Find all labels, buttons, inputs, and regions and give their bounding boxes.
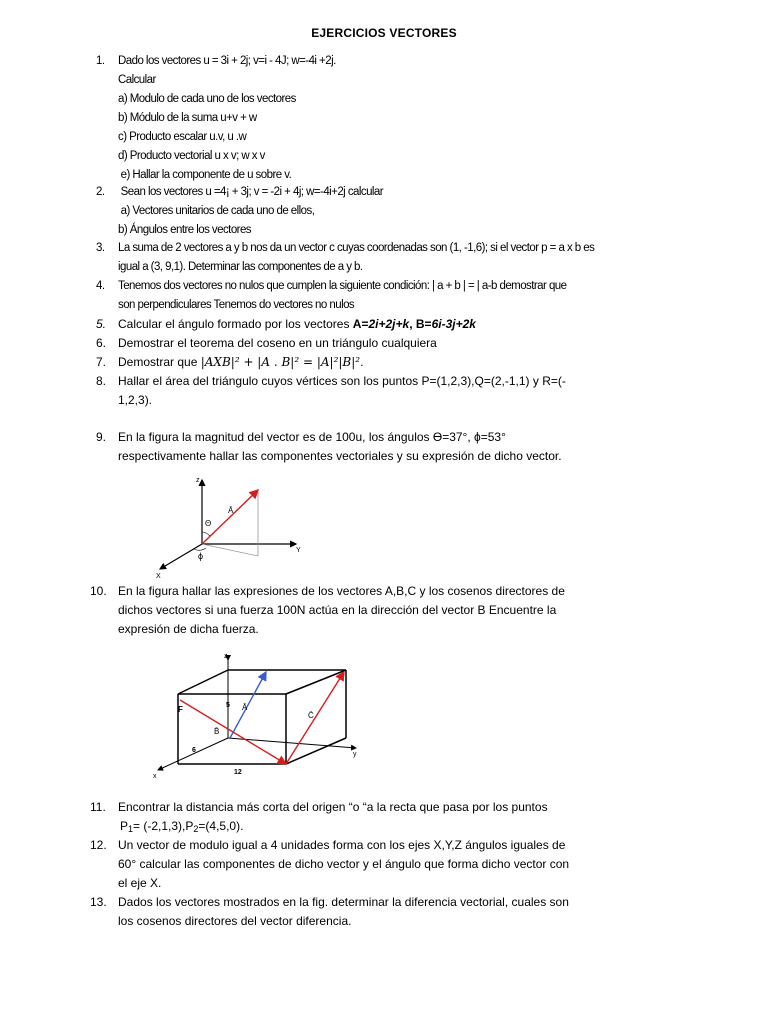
- exercise-line: 60° calcular las componentes de dicho vector y el ángulo que forma dicho vector con: [118, 857, 570, 871]
- exercise-line: Sean los vectores u =4¡ + 3j; v = -2i + 4j; w=-4i+2j calcular: [118, 186, 384, 198]
- exercise-11: [90, 798, 638, 839]
- exercise-5: [96, 315, 658, 334]
- exercise-10: [90, 582, 638, 639]
- vector-f-label: F: [178, 705, 183, 714]
- exercise-line: dichos vectores si una fuerza 100N actúa en la dirección del vector B Encuentre la: [118, 603, 557, 617]
- point-1-subscript: 1: [128, 824, 134, 834]
- x-axis: [158, 738, 228, 770]
- formula: |AXB|² + |A . B|² = |A|²|B|²: [200, 355, 361, 369]
- exercise-line: Tenemos dos vectores no nulos que cumplen la siguiente condición: | a + b | = | a-b demostrar que: [118, 280, 567, 292]
- exercise-text: Calcular el ángulo formado por los vectores: [118, 317, 353, 331]
- exercise-line: Dado los vectores u = 3i + 2j; v=i - 4J; w=-4i +2j.: [118, 55, 336, 67]
- exercise-number: 4.: [96, 280, 105, 292]
- vector-a-label: Ā: [242, 703, 248, 712]
- separator: ,: [409, 317, 416, 331]
- exercise-number: 13.: [90, 895, 107, 909]
- exercise-line: respectivamente hallar las componentes vectoriales y su expresión de dicho vector.: [118, 449, 562, 463]
- vector-b-label: B̄: [214, 727, 220, 736]
- exercise-line: La suma de 2 vectores a y b nos da un vector c cuyas coordenadas son (1, -1,6); si el vector p = a x b es: [118, 242, 595, 254]
- y-label: y: [353, 751, 357, 758]
- x-label: x: [153, 773, 157, 780]
- exercise-13: [90, 893, 638, 931]
- exercise-text: Demostrar que: [118, 355, 201, 369]
- exercise-1: [96, 52, 658, 185]
- figure-vector-angles: [150, 472, 320, 582]
- exercise-line: b) Ángulos entre los vectores: [118, 224, 251, 236]
- exercise-line: el eje X.: [118, 876, 162, 890]
- exercise-line: En la figura hallar las expresiones de los vectores A,B,C y los cosenos directores de: [118, 584, 565, 598]
- z-label: z: [196, 477, 200, 484]
- vector-a-label: A=: [352, 317, 369, 331]
- z-label: z: [224, 653, 228, 660]
- exercise-9: [96, 428, 638, 466]
- exercise-7: [96, 353, 658, 372]
- vector-a-label: Ā: [228, 506, 234, 515]
- exercise-line: Calcular: [118, 74, 156, 86]
- exercise-line: a) Vectores unitarios de cada uno de ellos,: [118, 205, 315, 217]
- vector-b-value: 6i-3j+2k: [431, 317, 476, 331]
- exercise-text: Demostrar el teorema del coseno en un triángulo cualquiera: [118, 336, 437, 350]
- exercise-line: los cosenos directores del vector diferencia.: [118, 914, 352, 928]
- exercise-line: Encontrar la distancia más corta del origen “o “a la recta que pasa por los puntos: [118, 800, 548, 814]
- point-2-value: =(4,5,0).: [198, 819, 244, 833]
- exercise-8: [96, 372, 628, 410]
- depth-label: 6: [192, 747, 196, 754]
- x-axis: [160, 544, 202, 569]
- exercise-number: 1.: [96, 55, 105, 67]
- y-axis: [228, 738, 356, 748]
- phi-label: ϕ: [198, 551, 204, 561]
- y-label: Y: [296, 547, 301, 554]
- exercise-line: expresión de dicha fuerza.: [118, 622, 259, 636]
- exercise-number: 5.: [96, 317, 107, 331]
- theta-arc: [202, 532, 210, 536]
- point-2-subscript: 2: [193, 824, 199, 834]
- vector-c-label: C̄: [308, 711, 314, 720]
- vector-a-value: 2i+2j+k: [368, 317, 410, 331]
- exercise-line: e) Hallar la componente de u sobre v.: [118, 169, 292, 181]
- exercise-3: [96, 239, 678, 277]
- exercise-line: son perpendiculares Tenemos do vectores no nulos: [118, 299, 355, 311]
- document-title: EJERCICIOS VECTORES: [311, 26, 457, 40]
- exercise-line: Hallar el área del triángulo cuyos vértices son los puntos P=(1,2,3),Q=(2,-1,1) y R=(-: [118, 374, 566, 388]
- exercise-4: [96, 277, 678, 315]
- exercise-line: b) Módulo de la suma u+v + w: [118, 112, 257, 124]
- exercise-line: Dados los vectores mostrados en la fig. determinar la diferencia vectorial, cuales son: [118, 895, 569, 909]
- exercise-line: c) Producto escalar u.v, u .w: [118, 131, 247, 143]
- exercise-line: igual a (3, 9,1). Determinar las componentes de a y b.: [118, 261, 363, 273]
- point-1-value: = (-2,1,3),P: [133, 819, 194, 833]
- exercise-line: a) Modulo de cada uno de los vectores: [118, 93, 296, 105]
- projection-line: [202, 544, 258, 556]
- exercise-number: 9.: [96, 430, 107, 444]
- exercise-end: .: [360, 355, 364, 369]
- width-label: 12: [234, 769, 242, 776]
- exercise-number: 7.: [96, 355, 107, 369]
- theta-label: Θ: [205, 519, 212, 528]
- exercise-number: 3.: [96, 242, 105, 254]
- exercise-line: En la figura la magnitud del vector es de 100u, los ángulos ϴ=37°, ϕ=53°: [118, 430, 506, 444]
- x-label: X: [156, 573, 161, 580]
- exercise-number: 11.: [90, 800, 106, 814]
- exercise-line: 1,2,3).: [118, 393, 153, 407]
- exercise-number: 12.: [90, 838, 107, 852]
- exercise-12: [90, 836, 638, 893]
- exercise-6: [96, 334, 658, 353]
- exercise-number: 2.: [96, 186, 105, 198]
- vector-a-arrow: [202, 490, 258, 544]
- exercise-line: Un vector de modulo igual a 4 unidades forma con los ejes X,Y,Z ángulos iguales de: [118, 838, 566, 852]
- exercise-2: [96, 183, 658, 240]
- figure-box-vectors: [150, 652, 370, 782]
- exercise-number: 8.: [96, 374, 107, 388]
- vector-a-arrow: [230, 672, 266, 738]
- exercise-line: d) Producto vectorial u x v; w x v: [118, 150, 265, 162]
- vector-c-arrow: [286, 672, 344, 764]
- vector-b-label: B=: [415, 317, 432, 331]
- point-1-label: P: [120, 819, 129, 833]
- height-label: 5: [226, 702, 230, 709]
- exercise-number: 6.: [96, 336, 107, 350]
- exercise-number: 10.: [90, 584, 107, 598]
